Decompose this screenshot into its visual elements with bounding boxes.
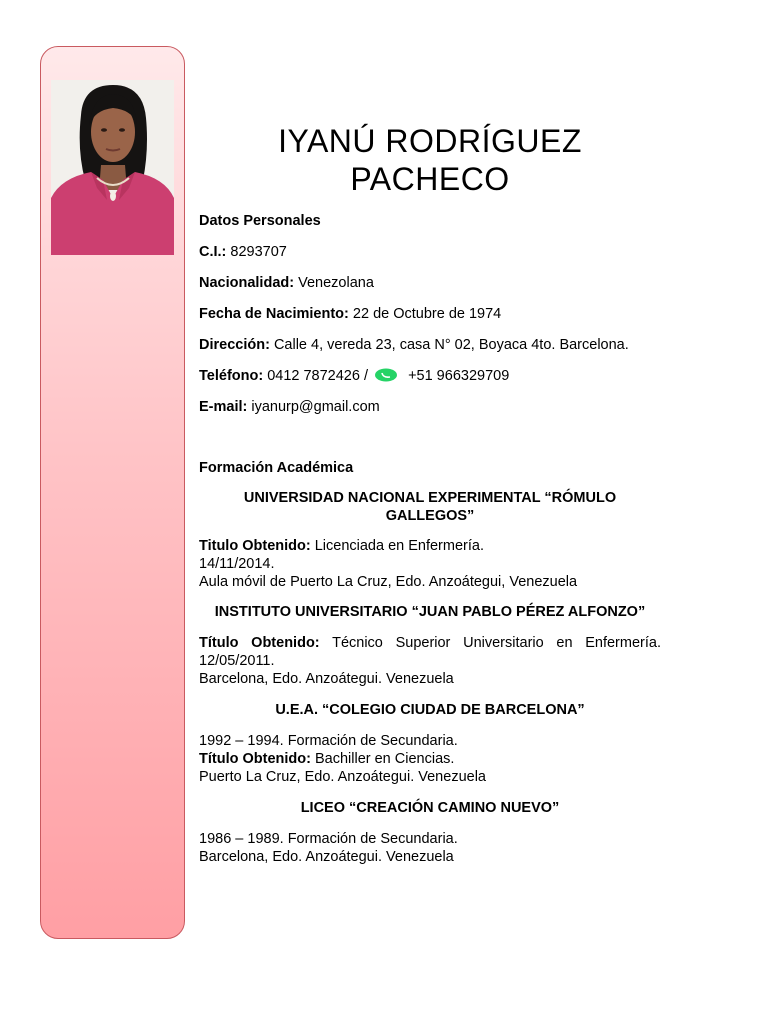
email-label: E-mail: (199, 399, 248, 415)
address-field (199, 334, 661, 356)
education-entry-3-title-value: Bachiller en Ciencias. (314, 751, 455, 767)
address-value: Calle 4, vereda 23, casa N° 02, Boyaca 4to. Barcelona. (273, 337, 629, 353)
ci-label: C.I.: (199, 244, 227, 260)
education-entry-4 (199, 830, 661, 866)
nationality-value: Venezolana (298, 275, 374, 291)
education-entry-4-institution: LICEO “CREACIÓN CAMINO NUEVO” (300, 800, 560, 816)
page-title (230, 122, 630, 198)
education-heading: Formación Académica (199, 460, 354, 476)
name-line-2: PACHECO (350, 161, 510, 197)
address-label: Dirección: (199, 337, 270, 353)
education-entry-1 (199, 537, 661, 591)
email-value[interactable]: iyanurp@gmail.com (251, 399, 380, 415)
birth-date-value: 22 de Octubre de 1974 (352, 306, 502, 322)
nationality-label: Nacionalidad: (199, 275, 295, 291)
profile-photo (51, 80, 174, 255)
ci-value: 8293707 (230, 244, 287, 260)
education-entry-1-title (199, 537, 661, 555)
education-entry-3-location: Puerto La Cruz, Edo. Anzoátegui. Venezuela (199, 769, 486, 785)
education-entry-3-period: 1992 – 1994. Formación de Secundaria. (199, 733, 458, 749)
name-line-1: IYANÚ RODRÍGUEZ (278, 123, 582, 159)
email-field (199, 396, 661, 418)
resume-content (199, 210, 661, 866)
education-entry-4-location: Barcelona, Edo. Anzoátegui. Venezuela (199, 849, 454, 865)
education-entry-3-title (199, 750, 661, 768)
education-entry-1-location: Aula móvil de Puerto La Cruz, Edo. Anzoátegui, Venezuela (199, 574, 578, 590)
education-entry-2-title (199, 634, 661, 652)
whatsapp-icon (374, 368, 398, 382)
education-entry-3 (199, 732, 661, 786)
education-entry-2-title-value: Técnico Superior Universitario en Enfermería. (332, 635, 661, 651)
education-entry-3-institution: U.E.A. “COLEGIO CIUDAD DE BARCELONA” (275, 702, 585, 718)
birth-date-label: Fecha de Nacimiento: (199, 306, 349, 322)
education-entry-2-institution: INSTITUTO UNIVERSITARIO “JUAN PABLO PÉREZ ALFONZO” (214, 604, 646, 620)
education-entry-2 (199, 634, 661, 688)
education-entry-1-title-value: Licenciada en Enfermería. (314, 538, 484, 554)
phone-value-2: +51 966329709 (408, 368, 510, 384)
education-entry-3-title-label: Título Obtenido: (199, 751, 311, 767)
education-entry-2-title-label: Título Obtenido: (199, 635, 320, 651)
education-entry-4-period: 1986 – 1989. Formación de Secundaria. (199, 831, 458, 847)
phone-label: Teléfono: (199, 368, 264, 384)
education-entry-1-institution: UNIVERSIDAD NACIONAL EXPERIMENTAL “RÓMULO GALLEGOS” (243, 490, 617, 524)
nationality-field (199, 272, 661, 294)
education-entry-2-date: 12/05/2011. (199, 653, 275, 669)
education-entry-1-title-label: Titulo Obtenido: (199, 538, 311, 554)
education-entry-1-date: 14/11/2014. (199, 556, 275, 572)
birth-date-field (199, 303, 661, 325)
education-entry-2-location: Barcelona, Edo. Anzoátegui. Venezuela (199, 671, 454, 687)
ci-field (199, 241, 661, 263)
personal-data-heading: Datos Personales (199, 213, 321, 229)
phone-value-1: 0412 7872426 / (267, 368, 368, 384)
phone-field (199, 365, 661, 387)
